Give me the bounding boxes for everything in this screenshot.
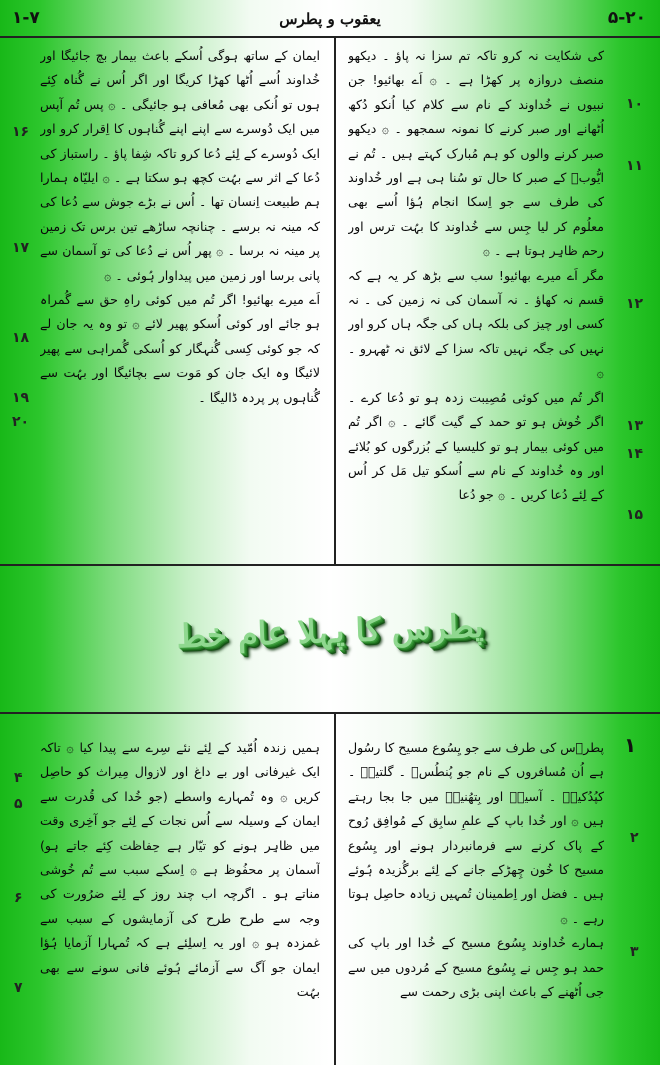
verse-number: ۱۳: [626, 418, 644, 434]
top-right-column: [348, 44, 604, 556]
verse-number: ۳: [630, 944, 639, 960]
verse-number: ۱۱: [626, 158, 644, 174]
header-title: یعقوب و پطرس: [279, 10, 381, 28]
verse-number: ۴: [14, 770, 23, 786]
paragraph: ایمان کے ساتھ ہوگی اُسکے باعث بیمار بچ جائیگا اور خُداوند اُسے اُٹھا کھڑا کریگا اور اگر اُس نے گُناہ کِئے ہوں تو اُنکی بھی مُعافی ہو جائیگی ۔ ۞ پس تُم آپس میں ایک دُوسرے سے اپنے اپنے گُناہوں کا اِقرار کرو اور ایک دُوسرے کے لِئے دُعا کرو تاکہ شِفا پاؤ ۔ راستباز کی دُعا کے اثر سے بہُت کچھ ہو سکتا ہے ۔ ۞ ایلیّاہ ہمارا ہم طبیعت اِنسان تھا ۔ اُس نے بڑے جوش سے دُعا کی کہ مینہ نہ برسے ۔ چنانچہ ساڑھے تین برس تک زمین پر مینہ نہ برسا ۔ ۞ پھر اُس نے دُعا کی تو آسمان سے پانی برسا اور زمین میں پیداوار ہُوئی ۔ ۞: [40, 48, 320, 283]
verse-number: ۷: [14, 980, 23, 996]
page-header: [0, 0, 660, 38]
paragraph: کی شکایت نہ کرو تاکہ تم سزا نہ پاؤ ۔ دیکھو منصف دروازہ پر کھڑا ہے ۔ ۞ اَے بھائیو! جن نبیوں نے خُداوند کے نام سے کلام کیا اُنکو دُکھ اُٹھانے اور صبر کرنے کا نمونہ سمجھو ۔ ۞ دیکھو صبر کرنے والوں کو ہم مُبارک کہتے ہیں ۔ تُم نے ایُّوبؔ کے صبر کا حال تو سُنا ہی ہے اور خُداوند کی طرف سے جو اِسکا انجام ہُؤا اُسے بھی معلُوم کر لیا جِس سے خُداوند کا بہُت ترس اور رحم ظاہِر ہوتا ہے ۔ ۞: [348, 48, 604, 259]
paragraph: اَے میرے بھائیو! اگر تُم میں کوئی راہِ حق سے گُمراہ ہو جائے اور کوئی اُسکو پھیر لائے ۞ تو وہ یہ جان لے کہ جو کوئی کِسی گُنہگار کو اُسکی گُمراہی سے پھیر لائیگا وہ ایک جان کو مَوت سے بچائیگا اور بہُت سے گُناہوں پر پردہ ڈالیگا ۔: [40, 292, 320, 405]
book-title-banner: پطرس کا پہلا عام خط: [175, 606, 485, 656]
top-column-divider: [334, 36, 336, 564]
verse-number: ۱۶: [12, 124, 30, 140]
verse-number: ۱۵: [626, 507, 644, 523]
paragraph: ہمیں زندہ اُمّید کے لِئے نئے سِرے سے پیدا کیا ۞ تاکہ ایک غیرفانی اور بے داغ اور لازوال مِیراث کو حاصِل کریں ۞ وہ تُمہارے واسطے (جو خُدا کی قُدرت سے ایمان کے وسیلہ سے اُس نجات کے لِئے جو آخِری وقت میں ظاہِر ہونے کو تیّار ہے حِفاظت کِئے جاتے ہو) آسمان پر محفُوظ ہے ۞ اِسکے سبب سے تُم خُوشی مناتے ہو ۔ اگرچہ اب چند روز کے لِئے ضرُورت کی وجہ سے طرح طرح کی آزمایشوں کے سبب سے غمزدہ ہو ۞ اور یہ اِسلِئے ہے کہ تُمہارا آزمایا ہُؤا ایمان جو آگ سے آزمائے ہُوئے فانی سونے سے بھی بہُت: [40, 740, 320, 1000]
verse-number: ۱۴: [626, 446, 644, 462]
verse-number: ۱۲: [626, 296, 644, 312]
paragraph: ہمارے خُداوند یِسُوع مسیح کے خُدا اور باپ کی حمد ہو جِس نے یِسُوع مسیح کے مُردوں میں سے جی اُٹھنے کے باعث اپنی بڑی رحمت سے: [348, 935, 604, 1000]
verse-number: ۱۹: [12, 390, 30, 406]
bottom-right-column: [348, 736, 604, 1062]
verse-number: ۱۷: [12, 240, 30, 256]
verse-number: ۱۸: [12, 330, 30, 346]
top-left-column: [40, 44, 320, 556]
verse-number: ۵: [14, 796, 23, 812]
section-divider-top: [0, 564, 660, 566]
header-verse-range-left: ۱-۷: [12, 8, 40, 28]
section-divider-bottom: [0, 712, 660, 714]
verse-number: ۲: [630, 830, 639, 846]
paragraph: پطرؔس کی طرف سے جو یِسُوع مسیح کا رسُول ہے اُن مُسافروں کے نام جو پُنطُسؔ ۔ گلتیہؔ ۔ کپُدُکیہؔ ۔ آسیہؔ اور بِتھُنیہؔ میں جا بجا رہتے ہیں ۞ اور خُدا باپ کے علمِ سابِق کے مُوافِق رُوح کے پاک کرنے سے فرمانبردار ہونے اور یِسُوع مسیح کا خُون چِھڑکے جانے کے لِئے برگُزیدہ ہُوئے ہیں ۔ فضل اور اِطمینان تُمہیں زیادہ حاصِل ہوتا رہے ۔ ۞: [348, 740, 604, 926]
chapter-number: ۱: [624, 733, 637, 757]
verse-number: ۲۰: [12, 414, 30, 430]
paragraph: اگر تُم میں کوئی مُصِیبت زدہ ہو تو دُعا کرے ۔ اگر خُوش ہو تو حمد کے گیت گائے ۔ ۞ اگر تُم میں کوئی بیمار ہو تو کلیسیا کے بُزرگوں کو بُلائے اور وہ خُداوند کے نام سے اُسکو تیل مَل کر اُس کے لِئے دُعا کریں ۔ ۞ جو دُعا: [348, 389, 604, 503]
bottom-column-divider: [334, 714, 336, 1065]
verse-number: ۱۰: [626, 96, 644, 112]
paragraph: مگر اَے میرے بھائیو! سب سے بڑھ کر یہ ہے کہ قسم نہ کھاؤ ۔ نہ آسمان کی نہ زمین کی ۔ نہ کسی اور چیز کی بلکہ ہاں کی جگہ ہاں کرو اور نہیں کی جگہ نہیں تاکہ سزا کے لائق نہ ٹھہرو ۔ ۞: [348, 267, 604, 381]
header-verse-range-right: ۵-۲۰: [607, 8, 646, 28]
bottom-left-column: [40, 736, 320, 1062]
verse-number: ۶: [14, 890, 23, 906]
